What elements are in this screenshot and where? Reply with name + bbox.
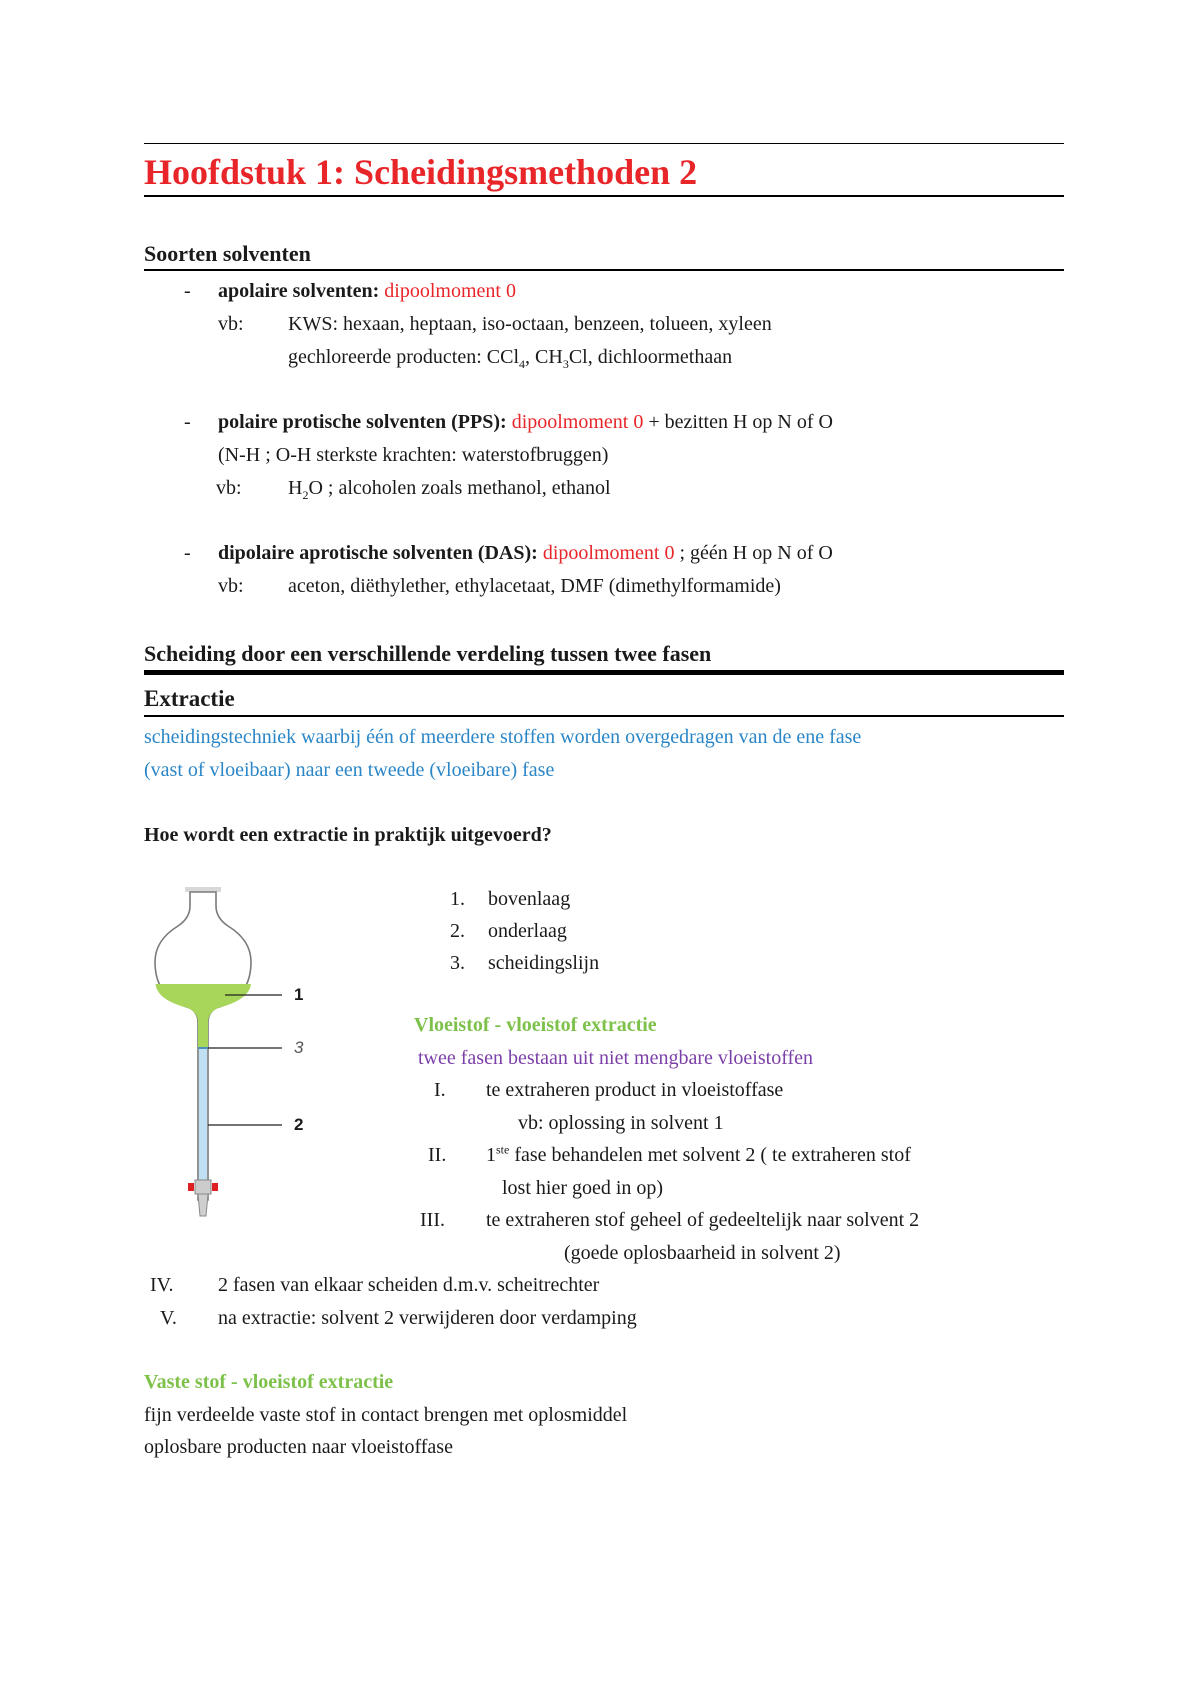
step-III-line-1: te extraheren stof geheel of gedeeltelijk naar solvent 2 bbox=[486, 1209, 920, 1231]
stopcock-body-icon bbox=[195, 1180, 211, 1194]
step-num-III: III. bbox=[420, 1209, 445, 1231]
apolar-ex2-part-a: gechloreerde producten: CCl bbox=[288, 346, 520, 368]
section-heading-solvents: Soorten solventen bbox=[144, 241, 311, 266]
callout-label-2: 2 bbox=[294, 1115, 304, 1134]
liquid-extraction-heading: Vloeistof - vloeistof extractie bbox=[414, 1014, 657, 1036]
apolar-property: dipoolmoment 0 bbox=[384, 280, 516, 302]
stopcock-handle-right-icon bbox=[212, 1183, 218, 1191]
solvents-heading-rule bbox=[144, 269, 1064, 271]
apolar-vb-label: vb: bbox=[218, 313, 244, 335]
callout-label-3: 3 bbox=[294, 1038, 304, 1057]
step-II-ordinal: 1 bbox=[486, 1144, 496, 1166]
step-II-line-2: lost hier goed in op) bbox=[502, 1177, 664, 1199]
bullet-dash: - bbox=[184, 542, 191, 564]
funnel-upper-layer bbox=[155, 984, 251, 1048]
funnel-lower-layer bbox=[199, 1048, 207, 1200]
apolar-ex2-sub-2: 3 bbox=[562, 357, 569, 371]
das-vb-label: vb: bbox=[218, 575, 244, 597]
section-heading-extraction: Extractie bbox=[144, 686, 235, 711]
layers-list-num-3: 3. bbox=[450, 952, 465, 974]
pps-examples bbox=[288, 475, 611, 501]
page-title: Hoofdstuk 1: Scheidingsmethoden 2 bbox=[144, 152, 698, 192]
layers-list-item-3: scheidingslijn bbox=[488, 952, 600, 974]
step-V-line-1: na extractie: solvent 2 verwijderen door verdamping bbox=[218, 1307, 637, 1329]
apolar-ex2-sub-1: 4 bbox=[519, 357, 526, 371]
title-top-rule bbox=[144, 143, 1064, 144]
pps-ex-part-b: O ; alcoholen zoals methanol, ethanol bbox=[308, 477, 611, 499]
pps-item bbox=[218, 409, 833, 435]
funnel-outlet-tip bbox=[198, 1194, 208, 1216]
layers-list-num-2: 2. bbox=[450, 920, 465, 942]
pps-ex-sub: 2 bbox=[302, 488, 309, 502]
step-num-II: II. bbox=[428, 1144, 447, 1166]
step-II-ordinal-sup: ste bbox=[496, 1142, 510, 1157]
step-II-line-1 bbox=[486, 1142, 911, 1168]
distribution-heading-rule bbox=[144, 670, 1064, 675]
layers-list-item-2: onderlaag bbox=[488, 920, 567, 942]
solid-extraction-line-1: fijn verdeelde vaste stof in contact brengen met oplosmiddel bbox=[144, 1404, 628, 1426]
title-bottom-rule bbox=[144, 195, 1064, 197]
das-item bbox=[218, 540, 833, 566]
das-examples: aceton, diëthylether, ethylacetaat, DMF (dimethylformamide) bbox=[288, 575, 781, 597]
solid-extraction-heading: Vaste stof - vloeistof extractie bbox=[144, 1371, 394, 1393]
apolar-example-line-2 bbox=[288, 344, 732, 370]
pps-vb-label: vb: bbox=[216, 477, 242, 499]
step-num-V: V. bbox=[160, 1307, 177, 1329]
apolar-ex2-part-c: Cl, dichloormethaan bbox=[568, 346, 733, 368]
pps-extra: + bezitten H op N of O bbox=[648, 411, 833, 433]
step-IV-line-1: 2 fasen van elkaar scheiden d.m.v. scheitrechter bbox=[218, 1274, 600, 1296]
das-extra: ; géén H op N of O bbox=[679, 542, 833, 564]
pps-property: dipoolmoment 0 bbox=[511, 411, 644, 433]
step-II-text: fase behandelen met solvent 2 ( te extraheren stof bbox=[509, 1144, 911, 1166]
bullet-dash: - bbox=[184, 411, 191, 433]
step-III-line-2: (goede oplosbaarheid in solvent 2) bbox=[564, 1242, 841, 1264]
extraction-definition-line-2: (vast of vloeibaar) naar een tweede (vloeibare) fase bbox=[144, 759, 555, 781]
step-I-line-1: te extraheren product in vloeistoffase bbox=[486, 1079, 784, 1101]
extraction-definition-line-1: scheidingstechniek waarbij één of meerdere stoffen worden overgedragen van de ene fase bbox=[144, 726, 862, 748]
apolar-ex2-part-b: , CH bbox=[525, 346, 563, 368]
liquid-extraction-subtitle: twee fasen bestaan uit niet mengbare vloeistoffen bbox=[418, 1047, 814, 1069]
step-num-I: I. bbox=[434, 1079, 446, 1101]
step-num-IV: IV. bbox=[150, 1274, 174, 1296]
bullet-dash: - bbox=[184, 280, 191, 302]
solid-extraction-line-2: oplosbare producten naar vloeistoffase bbox=[144, 1436, 453, 1458]
section-heading-distribution: Scheiding door een verschillende verdeling tussen twee fasen bbox=[144, 641, 712, 666]
apolar-example-line-1: KWS: hexaan, heptaan, iso-octaan, benzeen, tolueen, xyleen bbox=[288, 313, 772, 335]
das-label: dipolaire aprotische solventen (DAS): bbox=[218, 542, 538, 564]
pps-line-2: (N-H ; O-H sterkste krachten: waterstofbruggen) bbox=[218, 444, 609, 466]
stopcock-handle-left-icon bbox=[188, 1183, 194, 1191]
callout-label-1: 1 bbox=[294, 985, 304, 1004]
pps-label: polaire protische solventen (PPS): bbox=[218, 411, 507, 433]
extraction-heading-rule bbox=[144, 715, 1064, 717]
das-property: dipoolmoment 0 bbox=[542, 542, 675, 564]
pps-ex-part-a: H bbox=[288, 477, 303, 499]
apolar-item bbox=[218, 278, 516, 304]
extraction-question: Hoe wordt een extractie in praktijk uitgevoerd? bbox=[144, 824, 552, 846]
apolar-label: apolaire solventen: bbox=[218, 280, 380, 302]
layers-list-num-1: 1. bbox=[450, 888, 465, 910]
step-I-line-2: vb: oplossing in solvent 1 bbox=[518, 1112, 724, 1134]
layers-list-item-1: bovenlaag bbox=[488, 888, 571, 910]
